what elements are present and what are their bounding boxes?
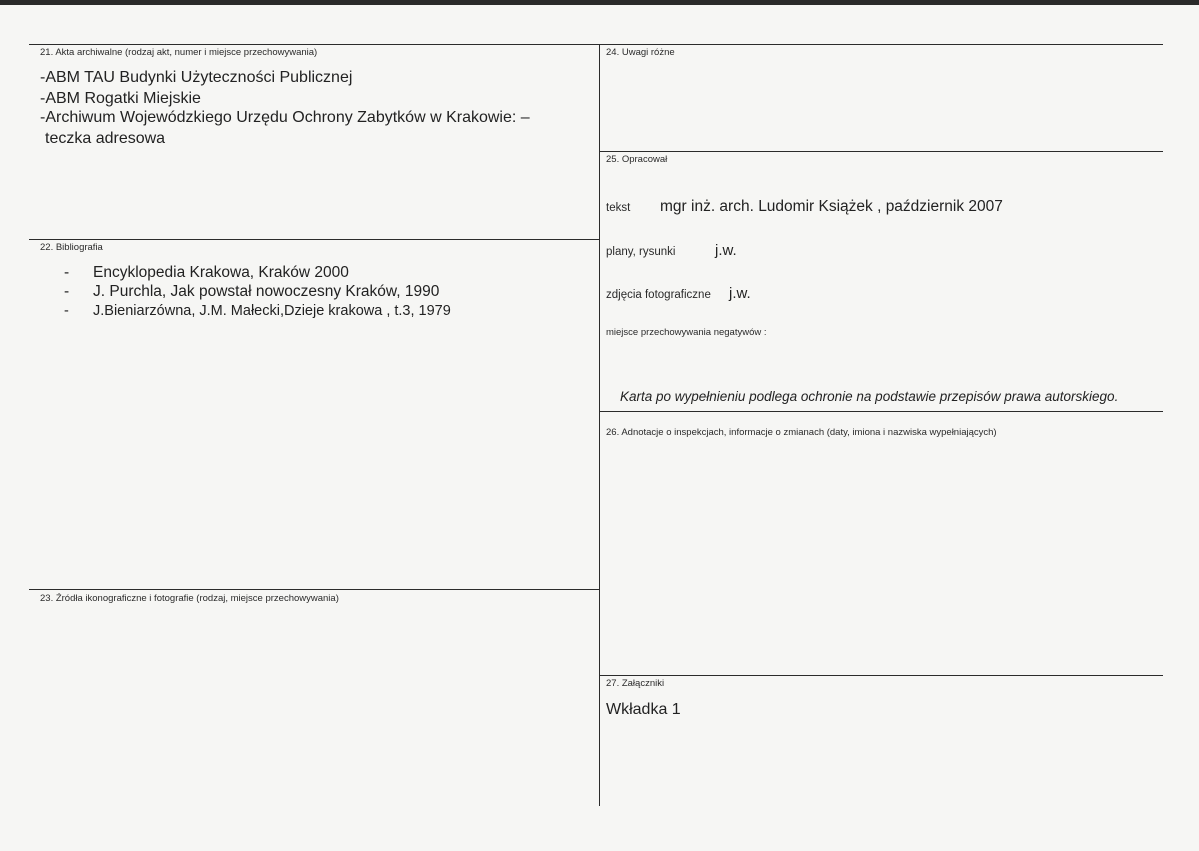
section-25-label: 25. Opracował [606,154,668,165]
negatywy-label: miejsce przechowywania negatywów : [606,327,767,338]
bibliography-text: J.Bieniarzówna, J.M. Małecki,Dzieje krakowa , t.3, 1979 [93,303,451,319]
rule-22 [29,239,599,240]
section-24-label: 24. Uwagi różne [606,47,675,58]
section-21-label: 21. Akta archiwalne (rodzaj akt, numer i miejsce przechowywania) [40,47,318,58]
bibliography-item [64,264,349,282]
section-22-label: 22. Bibliografia [40,242,103,253]
rule-26 [599,411,1163,412]
bibliography-text: Encyklopedia Krakowa, Kraków 2000 [93,264,349,281]
zalaczniki-value: Wkładka 1 [606,701,681,718]
akta-line-4: teczka adresowa [45,130,166,147]
bullet-dash: - [64,283,70,300]
rule-23 [29,589,599,590]
section-26-label: 26. Adnotacje o inspekcjach, informacje o zmianach (daty, imiona i nazwiska wypełniających) [606,427,997,438]
bibliography-text: J. Purchla, Jak powstał nowoczesny Kraków, 1990 [93,283,440,300]
copyright-note: Karta po wypełnieniu podlega ochronie na podstawie przepisów prawa autorskiego. [620,389,1119,404]
bullet-dash: - [64,264,70,281]
bullet-dash: - [64,303,69,319]
zdjecia-label: zdjęcia fotograficzne [606,289,711,301]
tekst-value: mgr inż. arch. Ludomir Książek , październik 2007 [660,198,1003,215]
zdjecia-value: j.w. [729,285,751,302]
scan-top-edge [0,0,1199,5]
bibliography-item [64,283,439,301]
plany-label: plany, rysunki [606,246,676,258]
tekst-label: tekst [606,202,631,214]
akta-line-1: -ABM TAU Budynki Użyteczności Publicznej [40,69,353,86]
plany-value: j.w. [715,242,737,259]
section-23-label: 23. Źródła ikonograficzne i fotografie (rodzaj, miejsce przechowywania) [40,593,339,604]
center-divider [599,44,600,806]
rule-27 [599,675,1163,676]
top-rule [29,44,1163,45]
section-27-label: 27. Załączniki [606,678,665,689]
rule-25 [599,151,1163,152]
akta-line-2: -ABM Rogatki Miejskie [40,90,201,107]
bibliography-item [64,302,451,320]
akta-line-3: -Archiwum Wojewódzkiego Urzędu Ochrony Zabytków w Krakowie: – [40,109,530,126]
